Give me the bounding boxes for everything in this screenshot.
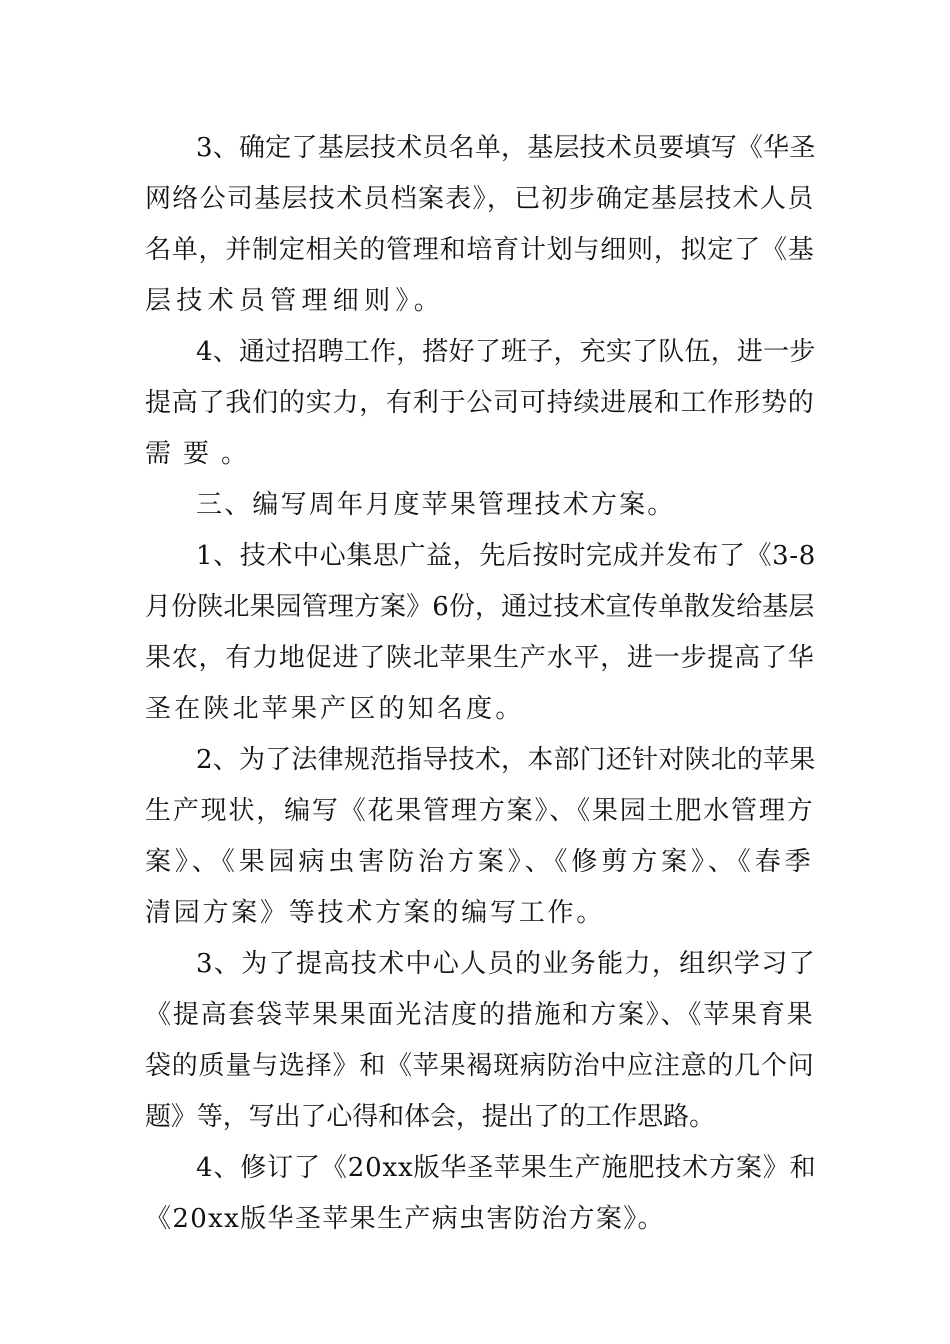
text-line: 3、确定了基层技术员名单，基层技术员要填写《华圣 [196, 133, 816, 163]
section-heading: 三、编写周年月度苹果管理技术方案。 [196, 490, 676, 520]
text-line: 名单，并制定相关的管理和培育计划与细则，拟定了《基 [145, 235, 815, 265]
text-line: 3、为了提高技术中心人员的业务能力，组织学习了 [196, 949, 816, 979]
text-line: 2、为了法律规范指导技术，本部门还针对陕北的苹果 [196, 745, 816, 775]
text-line: 《20xx版华圣苹果生产病虫害防治方案》。 [145, 1204, 665, 1234]
text-line: 题》等，写出了心得和体会，提出了的工作思路。 [145, 1102, 715, 1132]
text-line: 清园方案》等技术方案的编写工作。 [145, 898, 605, 928]
text-line: 案》、《果园病虫害防治方案》、《修剪方案》、《春季 [145, 847, 815, 877]
text-line: 生产现状，编写《花果管理方案》、《果园土肥水管理方 [145, 796, 815, 826]
text-line: 层技术员管理细则》。 [145, 286, 445, 316]
text-line: 1、技术中心集思广益，先后按时完成并发布了《3-8 [196, 541, 816, 571]
text-line: 4、通过招聘工作，搭好了班子，充实了队伍，进一步 [196, 337, 816, 367]
text-line: 袋的质量与选择》和《苹果褐斑病防治中应注意的几个问 [145, 1051, 815, 1081]
text-line: 果农，有力地促进了陕北苹果生产水平，进一步提高了华 [145, 643, 815, 673]
text-line: 圣在陕北苹果产区的知名度。 [145, 694, 525, 724]
text-line: 4、修订了《20xx版华圣苹果生产施肥技术方案》和 [196, 1153, 816, 1183]
text-line: 《提高套袋苹果果面光洁度的措施和方案》、《苹果育果 [145, 1000, 815, 1030]
text-line: 提高了我们的实力，有利于公司可持续进展和工作形势的 [145, 388, 815, 418]
text-line: 月份陕北果园管理方案》6份，通过技术宣传单散发给基层 [145, 592, 815, 622]
text-line: 网络公司基层技术员档案表》，已初步确定基层技术人员 [145, 184, 815, 214]
text-line: 需要。 [145, 439, 260, 469]
